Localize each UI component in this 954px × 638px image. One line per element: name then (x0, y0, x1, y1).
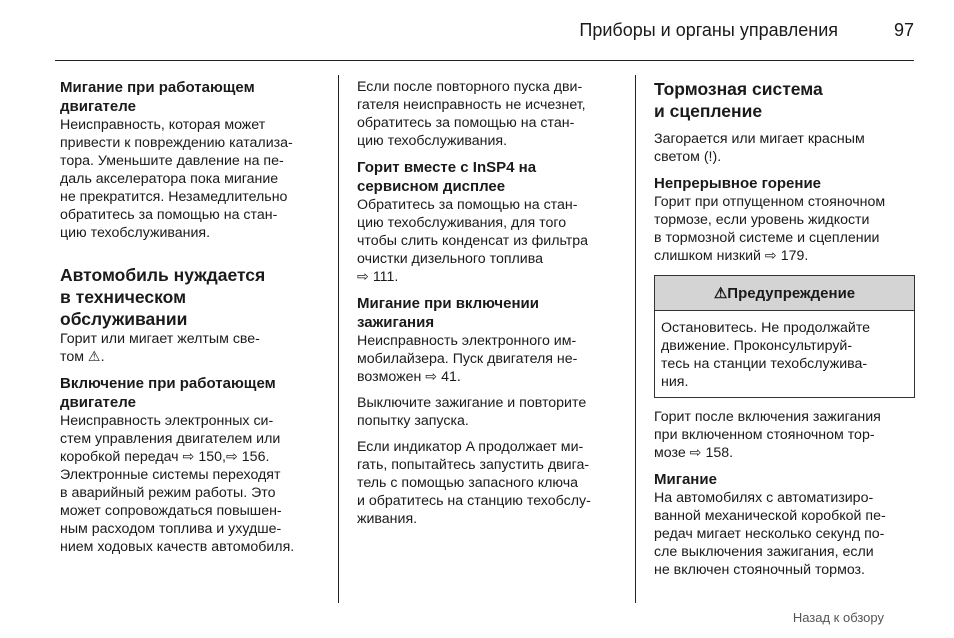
paragraph: Неисправность, которая может привести к повреждению катализа- тора. Уменьшите давление на пе- даль акселератора пока мигание не прекратится. Незамедлительно обратитесь за помощью на стан- цию техобслуживания. (60, 117, 293, 241)
paragraph: Горит после включения зажигания при включенном стояночном тор- мозе ⇨ 158. (654, 409, 881, 461)
warning-title: ⚠Предупреждение (655, 276, 914, 311)
heading: Тормозная система и сцепление (654, 79, 823, 121)
warning-text: Остановитесь. Не продолжайте движение. Проконсультируй- тесь на станции техобслужива- ния. (661, 320, 871, 390)
column-divider (635, 75, 636, 603)
paragraph: Выключите зажигание и повторите попытку запуска. (357, 395, 587, 429)
paragraph: Загорается или мигает красным светом (!). (654, 131, 865, 165)
page-number: 97 (893, 20, 914, 40)
back-to-overview-link[interactable]: Назад к обзору (792, 610, 884, 625)
subheading: Мигание при работающем двигателе (60, 79, 255, 115)
subheading: Включение при работающем двигателе (60, 375, 276, 411)
subheading: Мигание (654, 471, 717, 488)
page-header (0, 20, 954, 44)
subheading: Мигание при включении зажигания (357, 295, 539, 331)
header-divider (55, 60, 914, 61)
paragraph: Обратитесь за помощью на стан- цию техобслуживания, для того чтобы слить конденсат из фильтра очистки дизельного топлива ⇨ 111. (357, 197, 589, 285)
column-1 (60, 78, 330, 556)
column-divider (338, 75, 339, 603)
paragraph: Если после повторного пуска дви- гателя неисправность не исчезнет, обратитесь за помощью на стан- цию техобслуживания. (357, 79, 586, 149)
paragraph: Если индикатор A продолжает ми- гать, попытайтесь запустить двига- тель с помощью запасного ключа и обратитесь на станцию техобслу- живания. (357, 439, 591, 527)
paragraph: Неисправность электронных си- стем управления двигателем или коробкой передач ⇨ 150,⇨ 156. Электронные системы переходят в аварийный режим работы. Это может сопровождаться повышен- ным расходом топлива и ухудше- нием ходовых качеств автомобиля. (60, 413, 295, 555)
warning-box (654, 275, 915, 398)
section-title: Приборы и органы управления (579, 20, 838, 40)
subheading: Непрерывное горение (654, 175, 822, 192)
subheading: Горит вместе с InSP4 на сервисном дисплее (357, 159, 537, 195)
column-2 (357, 78, 627, 528)
paragraph: Горит при отпущенном стояночном тормозе, если уровень жидкости в тормозной системе и сцеплении слишком низкий ⇨ 179. (654, 194, 886, 264)
paragraph: Горит или мигает желтым све- том ⚠. (60, 331, 260, 365)
paragraph: Неисправность электронного им- мобилайзера. Пуск двигателя не- возможен ⇨ 41. (357, 333, 578, 385)
heading: Автомобиль нуждается в техническом обслуживании (60, 265, 266, 329)
column-3 (654, 78, 919, 579)
paragraph: На автомобилях с автоматизиро- ванной механической коробкой пе- редач мигает несколько секунд по- сле выключения зажигания, если не включен стояночный тормоз. (654, 490, 886, 578)
